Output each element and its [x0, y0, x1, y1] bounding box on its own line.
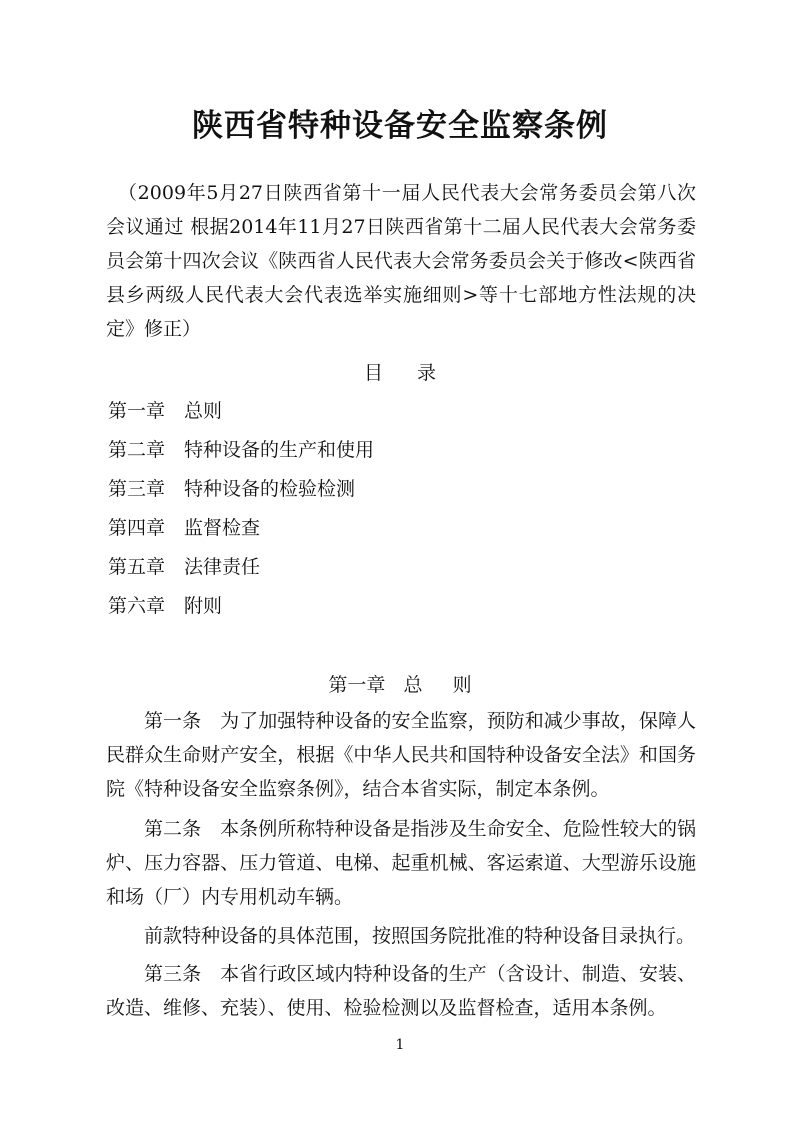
- toc-item-number: 第三章: [108, 478, 166, 500]
- toc-item-title: 总则: [184, 400, 223, 422]
- article-2: 第二条 本条例所称特种设备是指涉及生命安全、危险性较大的锅炉、压力容器、压力管道、电梯、起重机械、客运索道、大型游乐设施和场（厂）内专用机动车辆。: [106, 818, 696, 908]
- toc-item-chapter-5: [108, 554, 260, 580]
- toc-heading: 目 录: [363, 362, 451, 384]
- toc-item-chapter-1: [108, 398, 222, 424]
- toc-item-number: 第五章: [108, 556, 166, 578]
- toc-item-number: 第六章: [108, 595, 166, 617]
- toc-item-chapter-4: [108, 515, 260, 541]
- toc-item-number: 第一章: [108, 400, 166, 422]
- chapter-heading: 第一章 总 则: [328, 674, 472, 696]
- toc-item-chapter-3: [108, 476, 355, 502]
- page-number: 1: [395, 1037, 405, 1053]
- toc-item-chapter-6: [108, 593, 222, 619]
- preamble: （2009年5月27日陕西省第十一届人民代表大会常务委员会第八次会议通过 根据2014年11月27日陕西省第十二届人民代表大会常务委员会第十四次会议《陕西省人民代表大会常务委员会关于修改<陕西省县乡两级人民代表大会代表选举实施细则>等十七部地方性法规的决定》修正）: [106, 182, 696, 340]
- article-2-paragraph-2: 前款特种设备的具体范围，按照国务院批准的特种设备目录执行。: [144, 925, 696, 947]
- toc-item-title: 特种设备的生产和使用: [184, 439, 375, 461]
- toc-item-title: 特种设备的检验检测: [184, 478, 356, 500]
- document-title: 陕西省特种设备安全监察条例: [192, 108, 608, 144]
- toc-item-title: 法律责任: [184, 556, 261, 578]
- toc-item-chapter-2: [108, 437, 374, 463]
- toc-item-number: 第二章: [108, 439, 166, 461]
- article-1: 第一条 为了加强特种设备的安全监察，预防和减少事故，保障人民群众生命财产安全，根据《中华人民共和国特种设备安全法》和国务院《特种设备安全监察条例》，结合本省实际，制定本条例。: [106, 710, 696, 800]
- toc-item-number: 第四章: [108, 517, 166, 539]
- toc-item-title: 监督检查: [184, 517, 261, 539]
- toc-item-title: 附则: [184, 595, 223, 617]
- article-3: 第三条 本省行政区域内特种设备的生产（含设计、制造、安装、改造、维修、充装）、使用、检验检测以及监督检查，适用本条例。: [106, 963, 696, 1019]
